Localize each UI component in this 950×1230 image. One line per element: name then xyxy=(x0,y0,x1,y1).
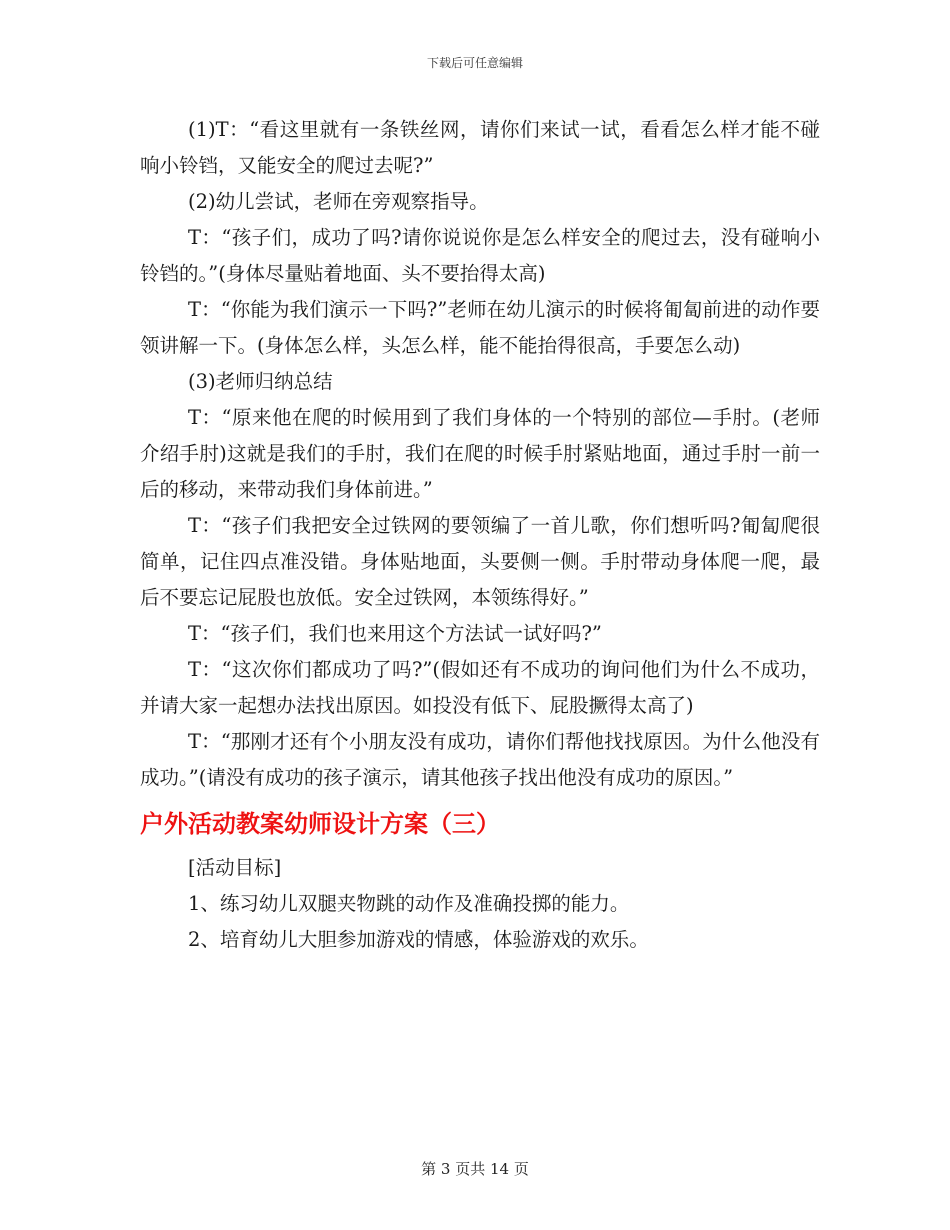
page-header: 下载后可任意编辑 xyxy=(426,56,523,70)
paragraph-8: T：“孩子们，我们也来用这个方法试一试好吗?” xyxy=(188,622,602,645)
paragraph-7: T：“孩子们我把安全过铁网的要领编了一首儿歌，你们想听吗?匍匐爬很简单，记住四点准没错。身体贴地面，头要侧一侧。手肘带动身体爬一爬，最后不要忘记屁股也放低。安全过铁网，本领练得好。” xyxy=(140,514,820,609)
paragraph-10: T：“那刚才还有个小朋友没有成功，请你们帮他找找原因。为什么他没有成功。”(请没有成功的孩子演示，请其他孩子找出他没有成功的原因。” xyxy=(140,730,820,789)
paragraph-4: T：“你能为我们演示一下吗?”老师在幼儿演示的时候将匍匐前进的动作要领讲解一下。(身体怎么样，头怎么样，能不能抬得很高，手要怎么动) xyxy=(140,298,820,357)
paragraph-9: T：“这次你们都成功了吗?”(假如还有不成功的询问他们为什么不成功，并请大家一起想办法找出原因。如投没有低下、屁股撅得太高了) xyxy=(140,658,820,717)
document-body xyxy=(140,112,820,958)
paragraph-6: T：“原来他在爬的时候用到了我们身体的一个特别的部位—手肘。(老师介绍手肘)这就是我们的手肘，我们在爬的时候手肘紧贴地面，通过手肘一前一后的移动，来带动我们身体前进。” xyxy=(140,406,820,501)
section-subheading: [活动目标] xyxy=(188,856,282,879)
paragraph-3: T：“孩子们，成功了吗?请你说说你是怎么样安全的爬过去，没有碰响小铃铛的。”(身体尽量贴着地面、头不要抬得太高) xyxy=(140,226,820,285)
paragraph-5: (3)老师归纳总结 xyxy=(188,370,333,393)
paragraph-2: (2)幼儿尝试，老师在旁观察指导。 xyxy=(188,190,489,213)
goal-item-1: 1、练习幼儿双腿夹物跳的动作及准确投掷的能力。 xyxy=(188,892,630,915)
page-footer: 第 3 页共 14 页 xyxy=(421,1160,529,1178)
goal-item-2: 2、培育幼儿大胆参加游戏的情感，体验游戏的欢乐。 xyxy=(188,928,649,951)
paragraph-1: (1)T：“看这里就有一条铁丝网，请你们来试一试，看看怎么样才能不碰响小铃铛，又能安全的爬过去呢?” xyxy=(140,118,820,177)
section-title: 户外活动教案幼师设计方案（三） xyxy=(140,810,500,838)
